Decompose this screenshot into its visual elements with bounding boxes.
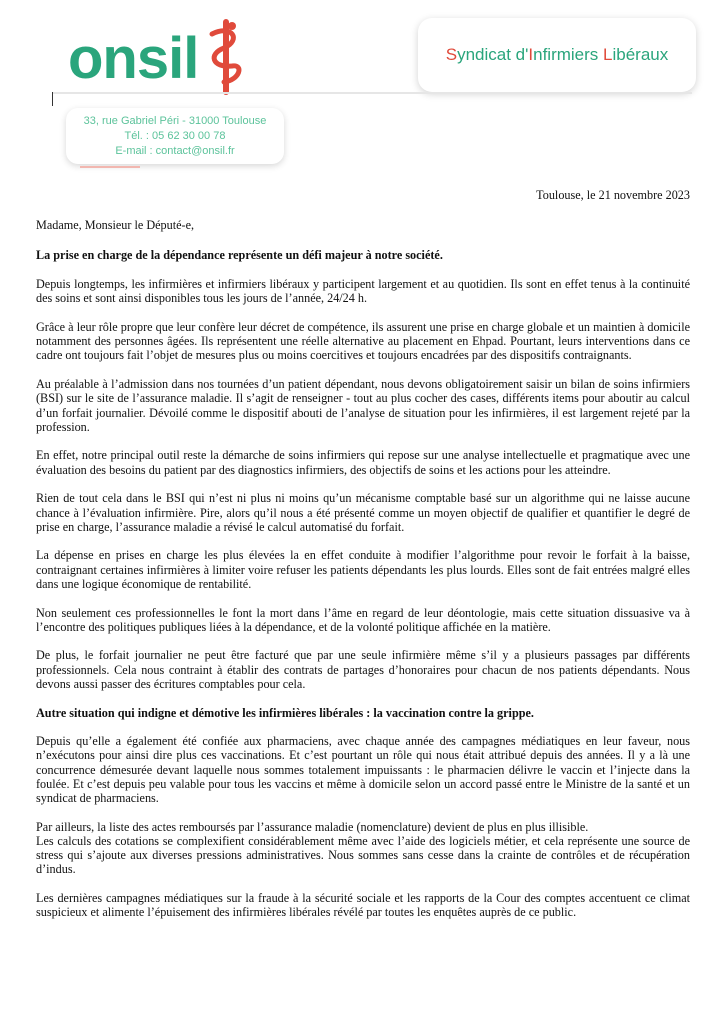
header-divider	[52, 92, 692, 94]
paragraph: Au préalable à l’admission dans nos tournées d’un patient dépendant, nous devons obligatoirement saisir un bilan de soins infirmiers (BSI) sur le site de l’assurance maladie. Il s’agit de renseigner - tout au plus cocher des cases, différents items pour aboutir au calcul d’un forfait journalier. Dévoilé comme le dispositif abouti de l’analyse de situation pour les infirmières, il est largement rejeté par la profession.	[36, 377, 690, 434]
logo-wordmark: onsil	[68, 26, 199, 91]
text-cursor	[52, 92, 53, 106]
paragraph: Non seulement ces professionnelles le font la mort dans l’âme en regard de leur déontologie, mais cette situation dissuasive va à l’encontre des politiques publiques liées à la dépendance, et de la volonté politique affichée en la matière.	[36, 605, 690, 634]
paragraph: La dépense en prises en charge les plus élevées la en effet conduite à modifier l’algorithme pour revoir le forfait à la baisse, contraignant certaines infirmières à limiter voire refuser les patients dépendants les plus lourds. Elles sont de fait entrées malgré elles dans une logique économique de rentabilité.	[36, 548, 690, 591]
contact-card	[66, 108, 284, 164]
onsil-logo	[68, 16, 258, 96]
accent-underline	[80, 166, 140, 168]
syndicate-title: Syndicat d'Infirmiers Libéraux	[445, 45, 669, 64]
paragraph-line: Les calculs des cotations se complexifient considérablement même avec l’aide des logiciels métier, et cela représente une source de stress qui s’ajoute aux diverses pressions administratives. Nous sommes sans cesse dans la crainte de contrôles et de récupération d’indus.	[36, 834, 690, 877]
paragraph: Depuis qu’elle a également été confiée aux pharmaciens, avec chaque année des campagnes médiatiques en leur faveur, nous n’exécutons pour ainsi dire plus ces vaccinations. Et c’est pourtant un rôle qui nous était attribué depuis des années. Il y a là une concurrence démesurée devant laquelle nous sommes totalement impuissants : le pharmacien délivre le vaccin et l’injecte dans la foulée. Et c’est depuis peu valable pour tous les vaccins et même à domicile selon un accord passé entre le Ministre de la santé et un syndicat de pharmaciens.	[36, 734, 690, 806]
contact-phone: Tél. : 05 62 30 00 78	[124, 130, 226, 142]
paragraph	[36, 820, 690, 877]
heading-vaccination: Autre situation qui indigne et démotive les infirmières libérales : la vaccination contre la grippe.	[36, 705, 534, 720]
paragraph: Grâce à leur rôle propre que leur confère leur décret de compétence, ils assurent une prise en charge globale et un maintien à domicile notamment des personnes âgées. Ils représentent une réelle alternative au placement en Ehpad. Pourtant, leurs interventions dans ce cadre ont toujours fait l’objet de mesures plus ou moins coercitives et toujours encadrées par des dispositifs contraignants.	[36, 320, 690, 363]
paragraph: En effet, notre principal outil reste la démarche de soins infirmiers qui repose sur une analyse intellectuelle et pragmatique avec une évaluation des besoins du patient par des diagnostics infirmiers, des objectifs de soins et les actions pour les atteindre.	[36, 448, 690, 477]
contact-email[interactable]: E-mail : contact@onsil.fr	[115, 145, 235, 157]
syndicate-title-card	[418, 18, 696, 92]
salutation: Madame, Monsieur le Député-e,	[36, 218, 195, 233]
contact-address: 33, rue Gabriel Péri - 31000 Toulouse	[83, 115, 267, 127]
paragraph: De plus, le forfait journalier ne peut être facturé que par une seule infirmière même s’il y a plusieurs passages par différents professionnels. Cela nous contraint à établir des contrats de partages d’honoraires pour chacun de nos patients dépendants. Nous devons aussi passer des écritures comptables pour cela.	[36, 648, 690, 691]
heading-dependance: La prise en charge de la dépendance représente un défi majeur à notre société.	[36, 248, 443, 263]
caduceus-logo-icon	[202, 18, 246, 96]
paragraph-line: Par ailleurs, la liste des actes remboursés par l’assurance maladie (nomenclature) devient de plus en plus illisible.	[36, 819, 589, 834]
paragraph: Rien de tout cela dans le BSI qui n’est ni plus ni moins qu’un mécanisme comptable basé sur un algorithme qui ne laisse aucune chance à l’évaluation infirmière. Pire, alors qu’il nous a été présenté comme un moyen objectif de qualifier et quantifier le degré de prise en charge, l’assurance maladie a révisé le calcul automatisé du forfait.	[36, 491, 690, 534]
letter-body	[36, 188, 690, 934]
paragraph: Les dernières campagnes médiatiques sur la fraude à la sécurité sociale et les rapports de la Cour des comptes accentuent ce climat suspicieux et alimente l’épuisement des infirmières libérales révélé par toutes les enquêtes auprès de ce public.	[36, 891, 690, 920]
letter-date: Toulouse, le 21 novembre 2023	[536, 188, 690, 202]
paragraph: Depuis longtemps, les infirmières et infirmiers libéraux y participent largement et au quotidien. Ils sont en effet tenus à la continuité des soins et sont ainsi disponibles tous les jours de l’année, 24/24 h.	[36, 277, 690, 306]
